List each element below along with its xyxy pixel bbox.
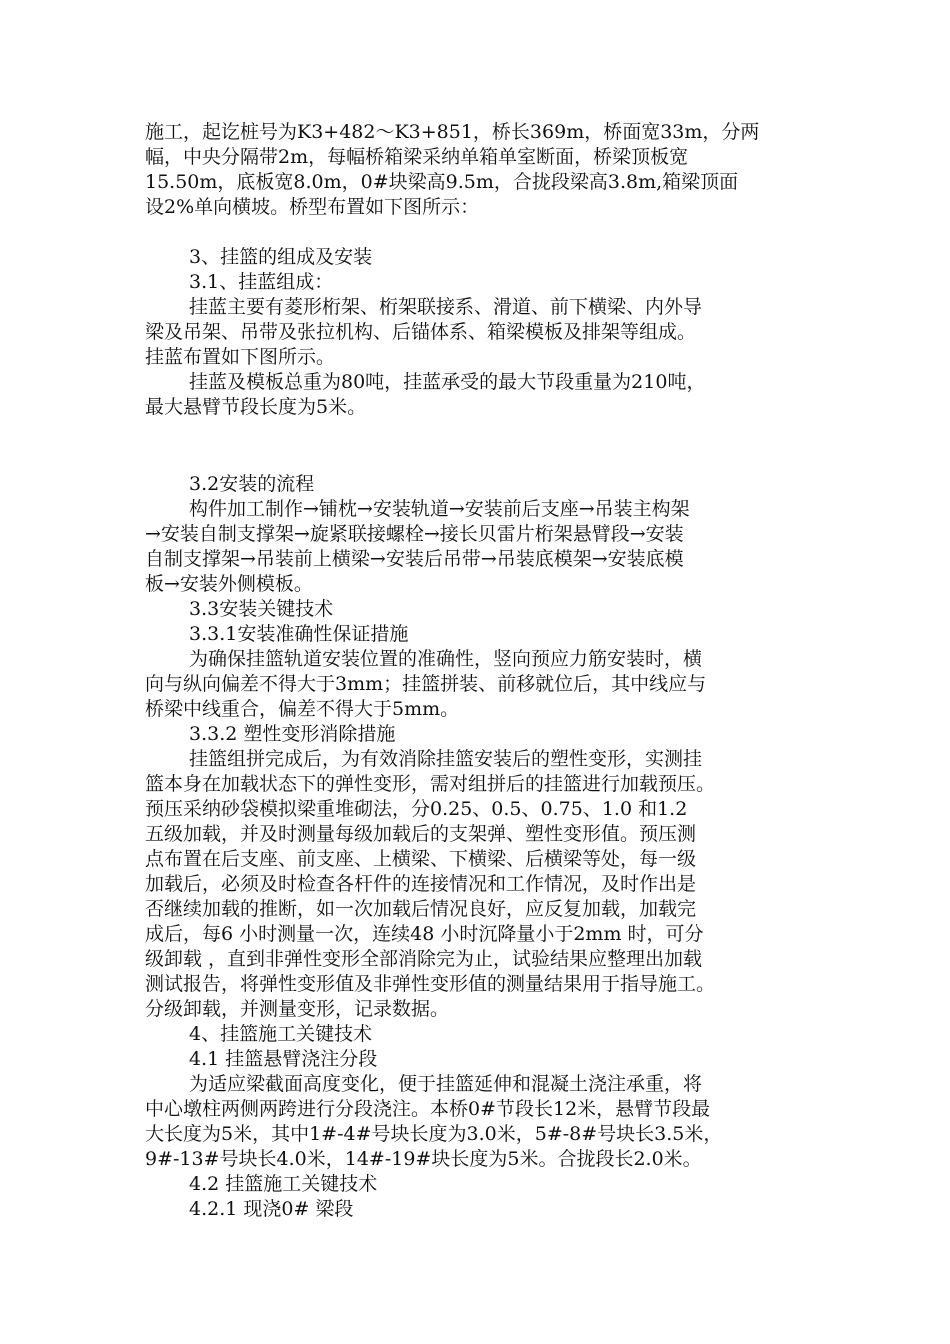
text-line: 预压采纳砂袋模拟梁重堆砌法，分0.25、0.5、0.75、1.0 和1.2 xyxy=(145,798,688,820)
subsection-heading: 3.3.2 塑性变形消除措施 xyxy=(189,723,396,745)
subsection-heading: 3.2安装的流程 xyxy=(189,473,315,495)
subsection-heading: 4.2 挂篮施工关键技术 xyxy=(189,1173,378,1195)
text-line: 成后，每6 小时测量一次，连续48 小时沉降量小于2mm 时，可分 xyxy=(145,923,704,945)
text-line: 否继续加载的推断，如一次加载后情况良好，应反复加载，加载完 xyxy=(145,898,697,920)
text-line: 篮本身在加载状态下的弹性变形，需对组拼后的挂篮进行加载预压。 xyxy=(145,773,716,795)
text-line: 为确保挂篮轨道安装位置的准确性，竖向预应力筋安装时，横 xyxy=(189,648,703,670)
section-heading: 3、挂篮的组成及安装 xyxy=(189,246,373,268)
text-line: 挂蓝布置如下图所示。 xyxy=(145,346,336,368)
text-line: 构件加工制作→铺枕→安装轨道→安装前后支座→吊装主构架 xyxy=(189,498,690,520)
text-line: 9#-13#号块长4.0米，14#-19#块长度为5米。合拢段长2.0米。 xyxy=(145,1148,702,1170)
text-line: 施工，起讫桩号为K3+482～K3+851，桥长369m，桥面宽33m，分两 xyxy=(145,121,760,143)
text-line: 为适应梁截面高度变化，便于挂篮延伸和混凝土浇注承重，将 xyxy=(189,1073,703,1095)
text-line: 最大悬臂节段长度为5米。 xyxy=(145,396,367,418)
subsection-heading: 4.2.1 现浇0# 梁段 xyxy=(189,1198,354,1220)
text-line: 五级加载，并及时测量每级加载后的支架弹、塑性变形值。预压测 xyxy=(145,823,697,845)
text-line: 15.50m，底板宽8.0m，0#块梁高9.5m，合拢段梁高3.8m,箱梁顶面 xyxy=(145,171,739,193)
text-line: 自制支撑架→吊装前上横梁→安装后吊带→吊装底模架→安装底模 xyxy=(145,548,684,570)
subsection-heading: 3.1、挂蓝组成： xyxy=(189,271,334,293)
text-line: 分级卸载，并测量变形，记录数据。 xyxy=(145,998,450,1020)
text-line: 挂蓝主要有菱形桁架、桁架联接系、滑道、前下横梁、内外导 xyxy=(189,296,703,318)
paragraph-gap xyxy=(145,420,815,472)
text-line: 向与纵向偏差不得大于3mm；挂篮拼装、前移就位后，其中线应与 xyxy=(145,673,707,695)
subsection-heading: 3.3安装关键技术 xyxy=(189,598,334,620)
text-line: 加载后，必须及时检查各杆件的连接情况和工作情况，及时作出是 xyxy=(145,873,697,895)
document-body xyxy=(145,120,815,1222)
section-heading: 4、挂篮施工关键技术 xyxy=(189,1023,373,1045)
paragraph-gap xyxy=(145,220,815,245)
text-line: 中心墩柱两侧两跨进行分段浇注。本桥0#节段长12米，悬臂节段最 xyxy=(145,1098,711,1120)
text-line: 桥梁中线重合，偏差不得大于5mm。 xyxy=(145,698,460,720)
text-line: →安装自制支撑架→旋紧联接螺栓→接长贝雷片桁架悬臂段→安装 xyxy=(145,523,684,545)
text-line: 板→安装外侧模板。 xyxy=(145,573,313,595)
text-line: 设2%单向横坡。桥型布置如下图所示： xyxy=(145,196,480,218)
subsection-heading: 3.3.1安装准确性保证措施 xyxy=(189,623,409,645)
text-line: 梁及吊架、吊带及张拉机构、后锚体系、箱梁模板及排架等组成。 xyxy=(145,321,697,343)
text-line: 挂蓝及模板总重为80吨，挂蓝承受的最大节段重量为210吨， xyxy=(189,371,706,393)
text-line: 级卸载 ，直到非弹性变形全部消除完为止，试验结果应整理出加载 xyxy=(145,948,703,970)
text-line: 点布置在后支座、前支座、上横梁、下横梁、后横梁等处，每一级 xyxy=(145,848,697,870)
text-line: 大长度为5米，其中1#-4#号块长度为3.0米，5#-8#号块长3.5米， xyxy=(145,1123,723,1145)
subsection-heading: 4.1 挂篮悬臂浇注分段 xyxy=(189,1048,378,1070)
text-line: 挂篮组拼完成后，为有效消除挂篮安装后的塑性变形，实测挂 xyxy=(189,748,703,770)
text-line: 幅，中央分隔带2m，每幅桥箱梁采纳单箱单室断面，桥梁顶板宽 xyxy=(145,146,689,168)
text-line: 测试报告，将弹性变形值及非弹性变形值的测量结果用于指导施工。 xyxy=(145,973,716,995)
